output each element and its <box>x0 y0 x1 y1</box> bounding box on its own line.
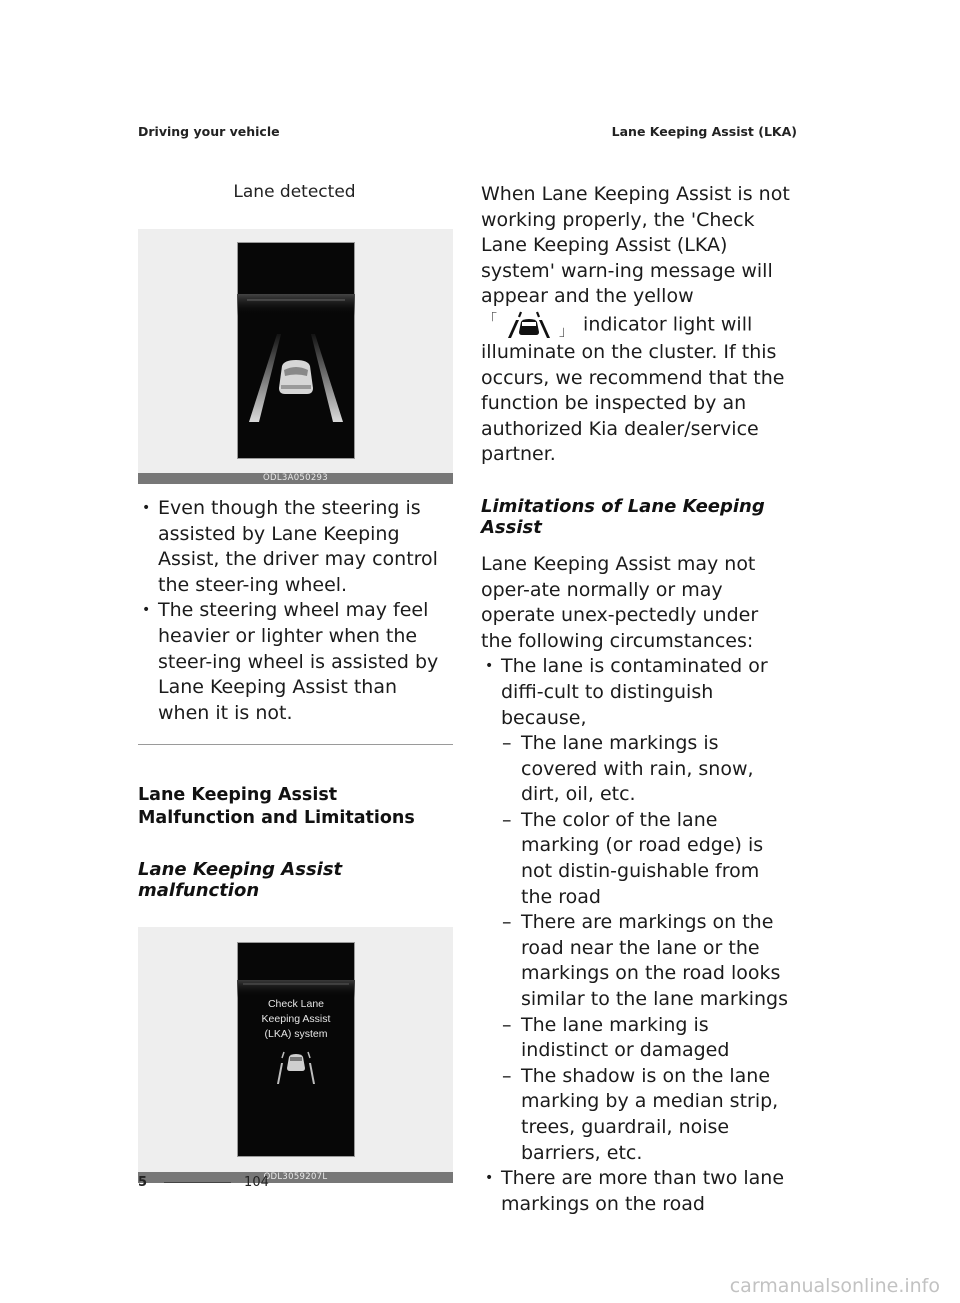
list-item: – The lane marking is indistinct or damaged <box>501 1013 793 1064</box>
figure-lka-malfunction <box>138 927 453 1183</box>
page-footer <box>138 1175 269 1190</box>
list-item <box>481 654 793 1166</box>
paragraph-text: indicator light will illuminate on the cluster. If this occurs, we recommend that the function be inspected by an authorized Kia dealer/service partner. <box>481 313 785 466</box>
chapter-number: 5 <box>138 1175 148 1190</box>
running-header-chapter: Driving your vehicle <box>138 124 280 139</box>
figure-code: ODL3059207L <box>138 1172 453 1183</box>
car-icon <box>279 360 313 394</box>
lane-detected-illustration <box>237 242 355 459</box>
right-column <box>481 182 793 1217</box>
figure-caption: Lane detected <box>233 182 356 202</box>
list-item: • The steering wheel may feel heavier or lighter when the steer-ing wheel is assisted by Lane Keeping Assist than when it is not. <box>138 598 453 726</box>
bracket-close: 」 <box>559 323 573 340</box>
left-column <box>138 180 453 1183</box>
figure-lane-detected <box>138 229 453 484</box>
bracket-open: 「 <box>483 311 497 328</box>
footer-rule <box>164 1182 231 1183</box>
lka-warning-illustration <box>237 942 355 1157</box>
cluster-display <box>237 242 355 459</box>
limitations-intro: Lane Keeping Assist may not oper-ate normally or may operate unex-pectedly under the following circumstances: <box>481 552 759 652</box>
figure-code: ODL3A050293 <box>138 473 453 484</box>
list-item: – There are markings on the road near the lane or the markings on the road looks similar to the lane markings <box>501 910 793 1012</box>
lka-warning-icon <box>277 1052 315 1084</box>
section-divider <box>138 744 453 745</box>
page-number: 104 <box>244 1175 269 1190</box>
paragraph-text: When Lane Keeping Assist is not working properly, the 'Check Lane Keeping Assist (LKA) system' warn-ing message will appear and the yellow <box>481 183 790 308</box>
warning-line-1: Check Lane <box>267 998 325 1011</box>
limitations-heading: Limitations of Lane Keeping Assist <box>481 495 765 538</box>
lane-conditions-list <box>501 731 793 1166</box>
lka-indicator-icon <box>481 310 577 340</box>
running-header-section: Lane Keeping Assist (LKA) <box>611 124 797 139</box>
list-item: – The color of the lane marking (or road edge) is not distin-guishable from the road <box>501 808 793 910</box>
list-item: • Even though the steering is assisted by Lane Keeping Assist, the driver may control the steer-ing wheel. <box>138 496 453 598</box>
warning-line-2: Keeping Assist <box>261 1013 331 1026</box>
list-item-text: The lane is contaminated or diffi-cult to distinguish because, <box>501 655 768 729</box>
list-item: • There are more than two lane markings on the road <box>481 1166 793 1217</box>
section-heading: Lane Keeping Assist Malfunction and Limitations <box>138 785 415 829</box>
cluster-warning-display <box>237 942 355 1157</box>
limitations-list <box>481 654 793 1217</box>
malfunction-paragraph <box>481 182 793 468</box>
list-item: – The lane markings is covered with rain, snow, dirt, oil, etc. <box>501 731 793 808</box>
watermark: carmanualsonline.info <box>729 1275 940 1297</box>
list-item: – The shadow is on the lane marking by a median strip, trees, guardrail, noise barriers, etc. <box>501 1064 793 1166</box>
warning-line-3: (LKA) system <box>264 1028 328 1041</box>
subsection-heading: Lane Keeping Assist malfunction <box>138 859 343 902</box>
assist-notes-list <box>138 496 453 726</box>
